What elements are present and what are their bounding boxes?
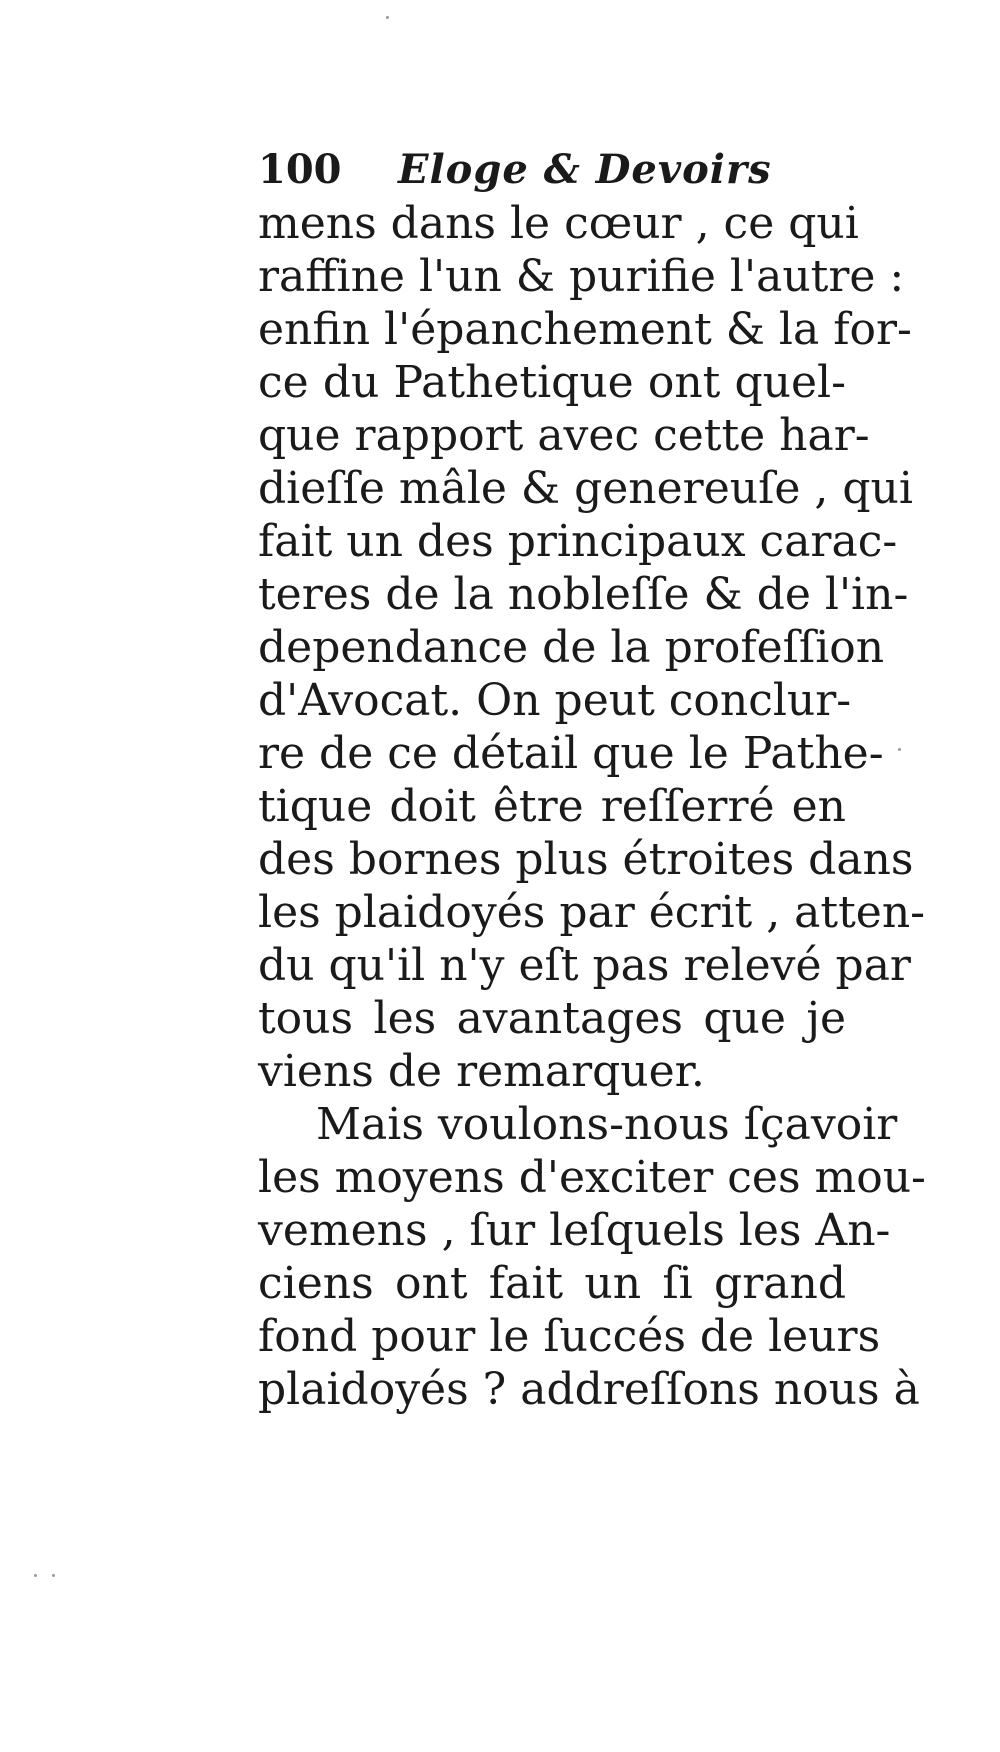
ink-speck [52, 1574, 55, 1577]
text-line: vemens , ſur leſquels les An- [258, 1205, 891, 1256]
text-line: raffine l'un & purifie l'autre : [258, 251, 905, 302]
text-line: fond pour le ſuccés de leurs [258, 1311, 881, 1362]
text-line: plaidoyés ? addreſſons nous à [258, 1364, 920, 1415]
text-line: re de ce détail que le Pathe- [258, 728, 884, 779]
text-line: les plaidoyés par écrit , atten- [258, 887, 926, 938]
text-line: enfin l'épanchement & la for- [258, 304, 912, 355]
text-line: fait un des principaux carac- [258, 516, 898, 567]
text-line: ciens ont fait un ſi grand [258, 1258, 846, 1309]
page-number: 100 [258, 146, 342, 193]
text-line: tique doit être reſſerré en [258, 781, 846, 832]
body-text [258, 197, 926, 1416]
text-line: les moyens d'exciter ces mou- [258, 1152, 926, 1203]
text-line: d'Avocat. On peut conclur- [258, 675, 852, 726]
paragraph-start-line: Mais voulons-nous ſçavoir [316, 1099, 898, 1150]
running-title: Eloge & Devoirs [398, 146, 772, 193]
text-line: tous les avantages que je [258, 993, 846, 1044]
text-line: mens dans le cœur , ce qui [258, 198, 859, 249]
text-line: des bornes plus étroites dans [258, 834, 914, 885]
paragraph-end-line: viens de remarquer. [258, 1046, 705, 1097]
text-line: du qu'il n'y eſt pas relevé par [258, 940, 911, 991]
ink-speck [898, 748, 901, 751]
ink-speck [34, 1574, 37, 1577]
text-line: teres de la nobleſſe & de l'in- [258, 569, 909, 620]
text-line: dependance de la profeſſion [258, 622, 885, 673]
text-line: que rapport avec cette har- [258, 410, 870, 461]
page-header [258, 140, 772, 200]
text-line: dieſſe mâle & genereuſe , qui [258, 463, 913, 514]
text-line: ce du Pathetique ont quel- [258, 357, 846, 408]
ink-speck [386, 16, 389, 19]
